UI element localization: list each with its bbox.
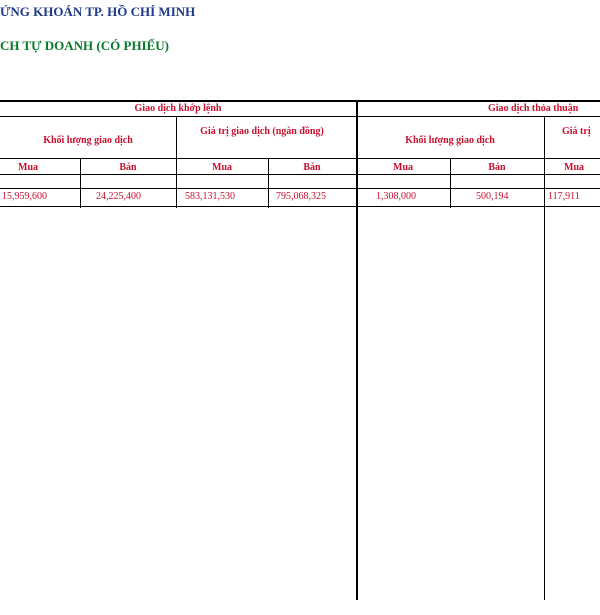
col-divider-1 — [80, 158, 81, 208]
total-sell-value: 795,068,325 — [276, 191, 326, 202]
total-buy-volume-negotiated: 1,308,000 — [376, 191, 416, 202]
group-header-matched: Giao dịch khớp lệnh — [134, 103, 222, 114]
sub-divider-2 — [544, 116, 545, 208]
totals-bottom-border — [0, 206, 600, 207]
header-top-border — [0, 100, 600, 102]
body-sub-divider — [544, 208, 545, 600]
col-header-sell-volume: Bán — [119, 162, 137, 173]
sub-header-volume-negotiated: Khối lượng giao dịch — [405, 135, 495, 146]
col-divider-2 — [268, 158, 269, 208]
total-buy-value: 583,131,530 — [185, 191, 235, 202]
col-header-buy-value: Mua — [212, 162, 232, 173]
group-header-negotiated: Giao dịch thỏa thuận — [488, 103, 579, 114]
col-header-buy-volume: Mua — [18, 162, 38, 173]
total-buy-volume: 15,959,600 — [2, 191, 47, 202]
sub-header-value-negotiated: Giá trị — [562, 126, 591, 137]
total-sell-volume: 24,225,400 — [96, 191, 141, 202]
table-body — [0, 208, 600, 600]
total-sell-volume-negotiated: 500,194 — [476, 191, 509, 202]
col-header-sell-value: Bán — [303, 162, 321, 173]
total-buy-value-negotiated: 117,911 — [548, 191, 580, 202]
sub-header-value: Giá trị giao dịch (ngàn đồng) — [200, 126, 324, 137]
group-header-border — [0, 116, 600, 117]
sub-header-border — [0, 158, 600, 159]
group-divider — [356, 100, 358, 208]
col-header-buy-volume-negotiated: Mua — [393, 162, 413, 173]
report-subtitle: CH TỰ DOANH (CÓ PHIẾU) — [0, 38, 169, 53]
col-divider-3 — [450, 158, 451, 208]
report-title: ỨNG KHOÁN TP. HỒ CHÍ MINH — [0, 4, 196, 19]
totals-top-border — [0, 188, 600, 189]
col-header-sell-volume-negotiated: Bán — [488, 162, 506, 173]
sub-divider-1 — [176, 116, 177, 208]
col-header-buy-value-negotiated: Mua — [564, 162, 584, 173]
body-group-divider — [356, 208, 358, 600]
sub-header-volume: Khối lượng giao dịch — [43, 135, 133, 146]
col-header-border — [0, 174, 600, 175]
